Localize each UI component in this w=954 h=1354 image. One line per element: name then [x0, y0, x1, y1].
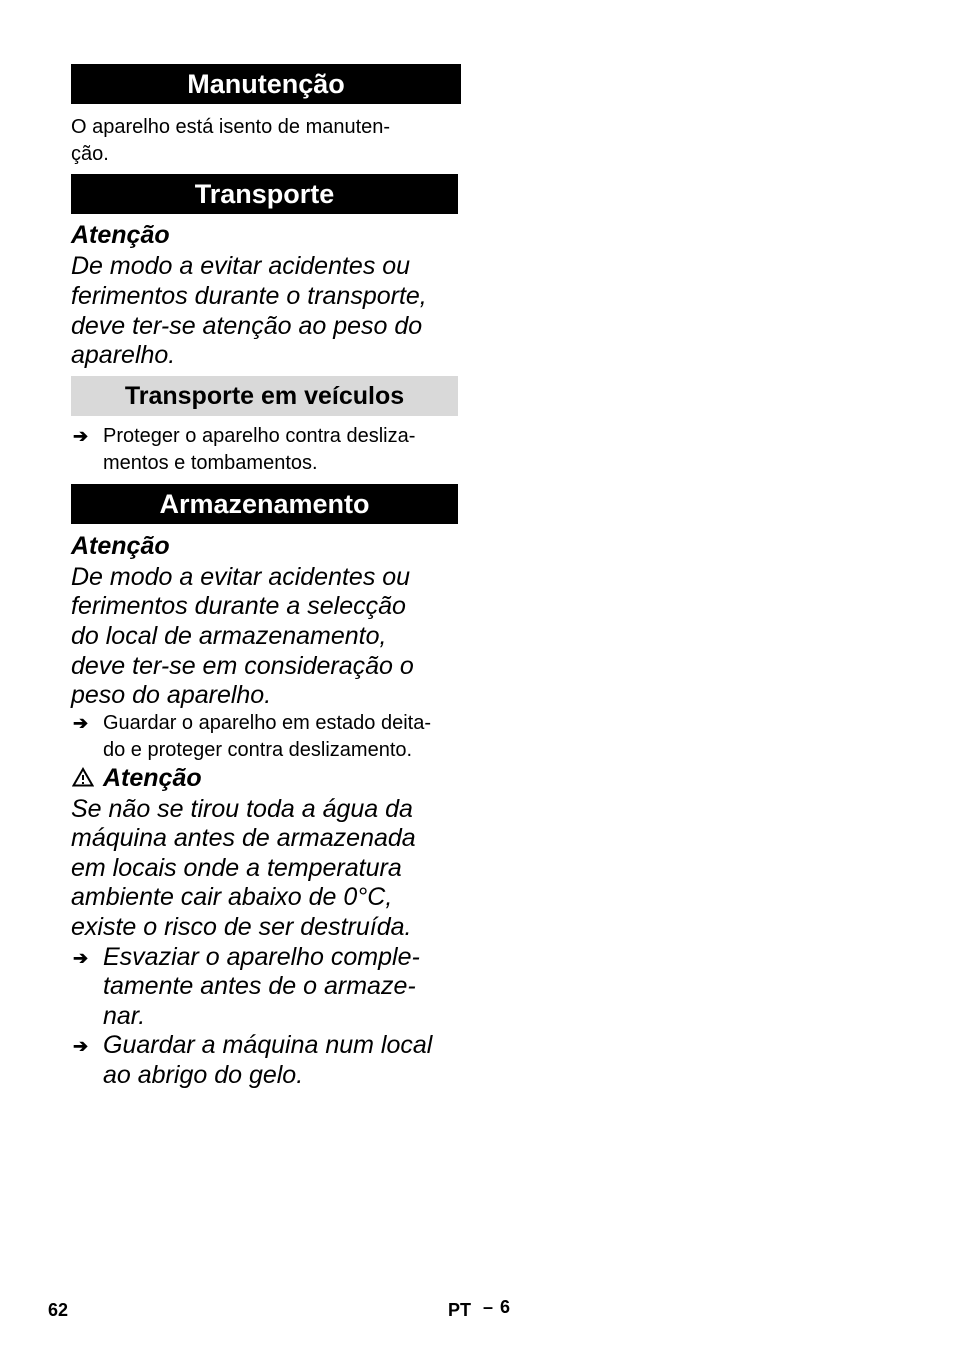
- armazenamento-step-1-line: nar.: [103, 1002, 146, 1030]
- armazenamento-caution-line: em locais onde a temperatura: [71, 854, 402, 882]
- manutencao-text-line-1: O aparelho está isento de manuten-: [71, 116, 391, 138]
- armazenamento-warning-line: De modo a evitar acidentes ou: [71, 563, 411, 591]
- armazenamento-caution-line: Se não se tirou toda a água da: [71, 795, 413, 823]
- armazenamento-caution-line: máquina antes de armazenada: [71, 824, 416, 852]
- armazenamento-step-1-line: Esvaziar o aparelho comple-: [103, 943, 420, 971]
- transporte-warning-line: deve ter-se atenção ao peso do: [71, 312, 423, 340]
- armazenamento-warning-line: ferimentos durante a selecção: [71, 592, 406, 620]
- armazenamento-caution-label: Atenção: [103, 764, 202, 792]
- veiculos-bullet-line: mentos e tombamentos.: [103, 452, 318, 474]
- heading-armazenamento: Armazenamento: [71, 484, 458, 524]
- armazenamento-warning-line: deve ter-se em consideração o: [71, 652, 414, 680]
- arrow-right-icon: ➔: [73, 948, 89, 968]
- transporte-warning-line: aparelho.: [71, 341, 176, 369]
- footer-section-page: 6: [500, 1297, 511, 1317]
- arrow-right-icon: ➔: [73, 713, 89, 733]
- armazenamento-warning-label: Atenção: [71, 532, 170, 560]
- armazenamento-step-2-line: Guardar a máquina num local: [103, 1031, 433, 1059]
- page-number: 62: [48, 1300, 69, 1320]
- armazenamento-caution-line: existe o risco de ser destruída.: [71, 913, 412, 941]
- armazenamento-warning-line: peso do aparelho.: [71, 681, 272, 709]
- manutencao-text-line-2: ção.: [71, 143, 109, 165]
- armazenamento-warning-line: do local de armazenamento,: [71, 622, 387, 650]
- heading-transporte-veiculos: Transporte em veículos: [71, 376, 458, 416]
- armazenamento-step-2-line: ao abrigo do gelo.: [103, 1061, 304, 1089]
- footer-language: PT: [448, 1300, 472, 1320]
- heading-transporte: Transporte: [71, 174, 458, 214]
- armazenamento-bullet-line: Guardar o aparelho em estado deita-: [103, 712, 431, 734]
- armazenamento-bullet-line: do e proteger contra deslizamento.: [103, 739, 413, 761]
- transporte-warning-line: ferimentos durante o transporte,: [71, 282, 427, 310]
- veiculos-bullet-line: Proteger o aparelho contra desliza-: [103, 425, 416, 447]
- footer-dash: –: [483, 1297, 494, 1317]
- heading-manutencao: Manutenção: [71, 64, 461, 104]
- armazenamento-caution-line: ambiente cair abaixo de 0°C,: [71, 883, 393, 911]
- transporte-warning-line: De modo a evitar acidentes ou: [71, 252, 411, 280]
- armazenamento-step-1-line: tamente antes de o armaze-: [103, 972, 416, 1000]
- transporte-warning-label: Atenção: [71, 221, 170, 249]
- arrow-right-icon: ➔: [73, 426, 89, 446]
- arrow-right-icon: ➔: [73, 1036, 89, 1056]
- warning-triangle-icon: [72, 767, 94, 787]
